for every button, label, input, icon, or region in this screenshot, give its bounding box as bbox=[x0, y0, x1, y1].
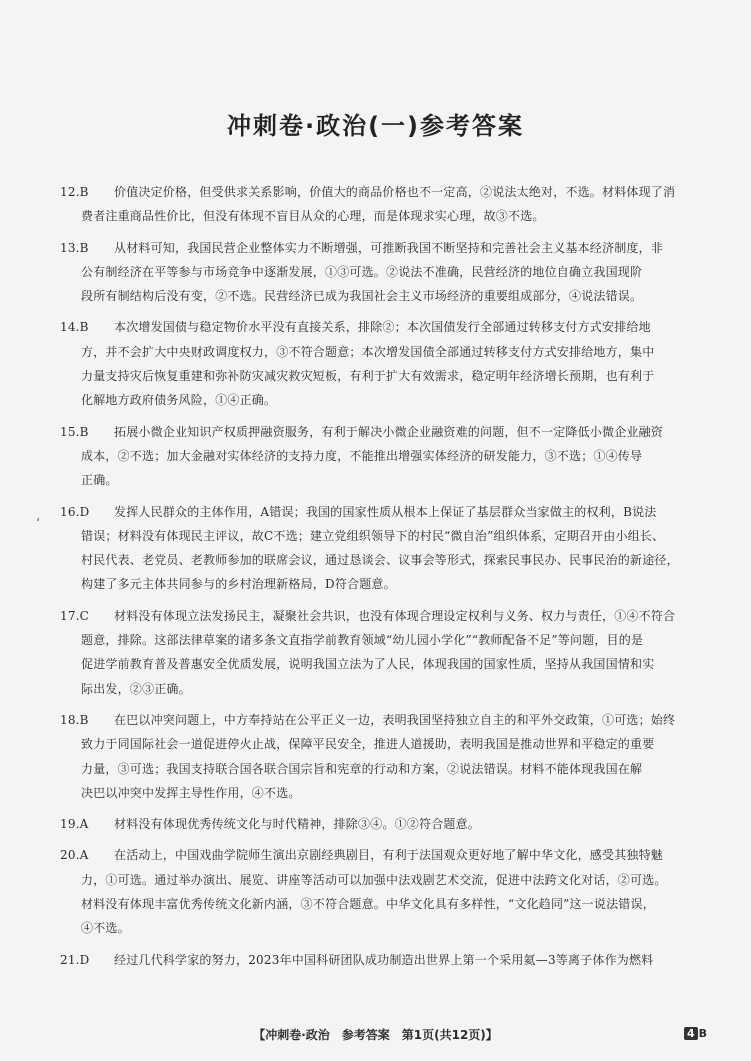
answer-text: 决巴以冲突中发挥主导性作用，④不选。 bbox=[81, 785, 301, 800]
answer-item-20 bbox=[60, 843, 692, 940]
answer-text: 方，并不会扩大中央财政调度权力，③不符合题意；本次增发国债全部通过转移支付方式安排给地方，集中 bbox=[81, 344, 655, 359]
answer-text: 公有制经济在平等参与市场竞争中逐渐发展，①③可选。②说法不准确，民营经济的地位自确立我国现阶 bbox=[81, 264, 643, 279]
answer-item-13 bbox=[60, 236, 692, 309]
page-title: 冲刺卷·政治(一)参考答案 bbox=[226, 112, 525, 140]
answer-text: 正确。 bbox=[81, 473, 118, 488]
answer-text: 题意，排除。这部法律草案的诸多条文直指学前教育领域“幼儿园小学化”“教师配备不足”等问题，目的是 bbox=[81, 633, 644, 648]
answer-number: 21.D bbox=[60, 952, 90, 967]
answer-text: 力量支持灾后恢复重建和弥补防灾减灾救灾短板，有利于扩大有效需求，稳定明年经济增长预期，也有利于 bbox=[81, 369, 655, 384]
page-code-letter: B bbox=[698, 1027, 708, 1040]
answer-text: 从材料可知，我国民营企业整体实力不断增强，可推断我国不断坚持和完善社会主义基本经济制度，非 bbox=[114, 240, 664, 255]
answer-number: 20.A bbox=[60, 848, 89, 863]
answer-text: 在活动上，中国戏曲学院师生演出京剧经典剧目，有利于法国观众更好地了解中华文化，感受其独特魅 bbox=[114, 848, 664, 863]
answer-text: 村民代表、老党员、老教师参加的联席会议，通过恳谈会、议事会等形式，探索民事民办、民事民治的新途径， bbox=[81, 553, 679, 568]
answer-number: 12.B bbox=[60, 185, 89, 199]
answer-text: 材料没有体现丰富优秀传统文化新内涵，③不符合题意。中华文化具有多样性，“文化趋同”这一说法错误， bbox=[81, 897, 655, 912]
answer-text: 错误；材料没有体现民主评议，故C不选；建立党组织领导下的村民“微自治”组织体系，定期召开由小组长、 bbox=[81, 528, 665, 543]
answer-item-16 bbox=[60, 500, 692, 597]
answer-text: 价值决定价格，但受供求关系影响，价值大的商品价格也不一定高，②说法太绝对，不选。材料体现了消 bbox=[114, 185, 676, 199]
answer-text: 促进学前教育普及普惠安全优质发展，说明我国立法为了人民，体现我国的国家性质，坚持从我国国情和实 bbox=[81, 657, 655, 672]
answer-number: 14.B bbox=[60, 320, 89, 335]
answer-text: 力量，③可选；我国支持联合国各联合国宗旨和宪章的行动和方案，②说法错误。材料不能体现我国在解 bbox=[81, 761, 643, 776]
answer-text: 致力于同国际社会一道促进停火止战，保障平民安全，推进人道援助，表明我国是推动世界和平稳定的重要 bbox=[81, 737, 655, 752]
answer-text: 成本，②不选；加大金融对实体经济的支持力度，不能推出增强实体经济的研发能力，③不选；①④传导 bbox=[81, 448, 643, 463]
answer-number: 15.B bbox=[60, 424, 89, 439]
answer-text: ④不选。 bbox=[81, 921, 130, 936]
page-code-badge bbox=[684, 1027, 707, 1040]
answer-item-14 bbox=[60, 315, 692, 412]
margin-mark: ‘ bbox=[36, 516, 40, 530]
answer-number: 18.B bbox=[60, 712, 89, 727]
answer-number: 17.C bbox=[60, 608, 90, 623]
answer-text: 本次增发国债与稳定物价水平没有直接关系，排除②；本次国债发行全部通过转移支付方式安排给地 bbox=[114, 320, 651, 335]
answer-text: 段所有制结构后没有变，②不选。民营经济已成为我国社会主义市场经济的重要组成部分，④说法错误。 bbox=[81, 289, 643, 304]
answer-number: 13.B bbox=[60, 240, 89, 255]
page-code-number: 4 bbox=[684, 1027, 698, 1040]
answer-item-17 bbox=[60, 604, 692, 701]
answer-text: 际出发，②③正确。 bbox=[81, 681, 191, 696]
answer-item-15 bbox=[60, 420, 692, 493]
answer-text: 材料没有体现立法发扬民主，凝聚社会共识，也没有体现合理设定权利与义务、权力与责任，①④不符合 bbox=[114, 608, 676, 623]
answer-text: 经过几代科学家的努力，2023年中国科研团队成功制造出世界上第一个采用氦—3等离子体作为燃料 bbox=[114, 952, 654, 967]
answer-text: 费者注重商品性价比，但没有体现不盲目从众的心理，而是体现求实心理，故③不选。 bbox=[81, 209, 545, 224]
answer-item-21 bbox=[60, 948, 692, 972]
answer-item-18 bbox=[60, 708, 692, 805]
answer-item-19 bbox=[60, 812, 692, 836]
answer-list bbox=[60, 180, 692, 972]
answer-text: 力，①可选。通过举办演出、展览、讲座等活动可以加强中法戏剧艺术交流，促进中法跨文化对话，②可选。 bbox=[81, 872, 667, 887]
page-footer: 【冲刺卷·政治 参考答案 第1页(共12页)】 bbox=[253, 1028, 498, 1042]
answer-text: 化解地方政府债务风险，①④正确。 bbox=[81, 393, 277, 408]
answer-text: 拓展小微企业知识产权质押融资服务，有利于解决小微企业融资难的问题，但不一定降低小微企业融资 bbox=[114, 424, 664, 439]
answer-text: 发挥人民群众的主体作用，A错误；我国的国家性质从根本上保证了基层群众当家做主的权利，B说法 bbox=[114, 504, 657, 519]
answer-item-12 bbox=[60, 180, 692, 229]
answer-text: 在巴以冲突问题上，中方奉持站在公平正义一边，表明我国坚持独立自主的和平外交政策，①可选；始终 bbox=[114, 712, 676, 727]
answer-number: 16.D bbox=[60, 504, 90, 519]
answer-text: 构建了多元主体共同参与的乡村治理新格局，D符合题意。 bbox=[81, 577, 396, 592]
answer-text: 材料没有体现优秀传统文化与时代精神，排除③④。①②符合题意。 bbox=[114, 817, 481, 832]
answer-number: 19.A bbox=[60, 817, 89, 832]
